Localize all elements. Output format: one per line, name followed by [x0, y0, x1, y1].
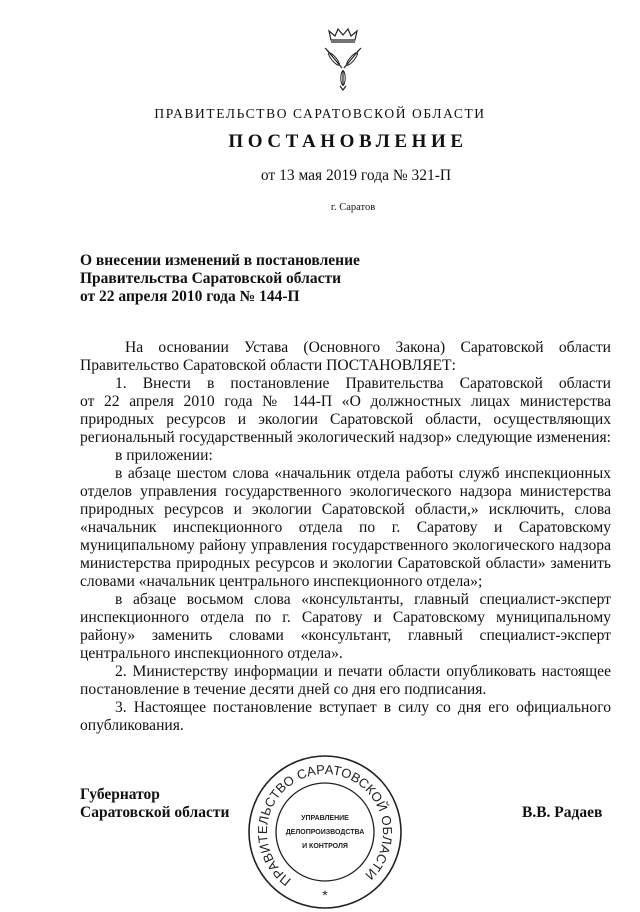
- coat-of-arms-emblem: [318, 26, 368, 92]
- title-line: О внесении изменений в постановление: [80, 252, 360, 269]
- body-line: инспекционного отдела по г. Саратову и Саратовскому муниципальному: [80, 609, 611, 626]
- body-line: природных ресурсов и экологии Саратовской области,» исключить, слова: [80, 501, 611, 518]
- title-line: от 22 апреля 2010 года № 144-П: [80, 288, 300, 305]
- body-line: в приложении:: [115, 447, 213, 464]
- document-city: г. Саратов: [330, 202, 376, 213]
- body-line: министерства природных ресурсов и экологии Саратовской области» заменить: [80, 555, 611, 572]
- body-line: центрального инспекционного отдела».: [80, 645, 343, 662]
- body-line: опубликования.: [80, 717, 184, 734]
- body-line: от 22 апреля 2010 года № 144-П «О должностных лицах министерства: [80, 393, 611, 410]
- body-line: На основании Устава (Основного Закона) Саратовской области: [125, 339, 611, 356]
- body-line: в абзаце шестом слова «начальник отдела работы служб инспекционных: [115, 465, 611, 482]
- body-line: Правительство Саратовской области ПОСТАНОВЛЯЕТ:: [80, 357, 456, 374]
- body-line: 3. Настоящее постановление вступает в силу со дня его официального: [115, 699, 611, 716]
- body-line: району» заменить словами «консультант, главный специалист-эксперт: [80, 627, 611, 644]
- stamp-ring-text: ПРАВИТЕЛЬСТВО САРАТОВСКОЙ ОБЛАСТИ: [254, 761, 396, 889]
- official-stamp: [240, 752, 410, 912]
- document-type: ПОСТАНОВЛЕНИЕ: [228, 131, 468, 152]
- stamp-center-line: И КОНТРОЛЯ: [302, 843, 348, 850]
- signatory-position-line: Губернатор: [80, 786, 160, 803]
- body-line: в абзаце восьмом слова «консультанты, главный специалист-эксперт: [115, 591, 611, 608]
- stamp-center-line: УПРАВЛЕНИЕ: [301, 815, 349, 822]
- document-title: [80, 252, 360, 306]
- title-line: Правительства Саратовской области: [80, 270, 341, 287]
- document-body: [80, 339, 611, 735]
- body-line: региональный государственный экологический надзор» следующие изменения:: [80, 429, 611, 446]
- body-line: постановление в течение десяти дней со дня его подписания.: [80, 681, 487, 698]
- body-line: словами «начальник центрального инспекционного отдела»;: [80, 573, 483, 590]
- body-line: отделов управления государственного экологического надзора министерства: [80, 483, 611, 500]
- document-date-number: от 13 мая 2019 года № 321-П: [260, 167, 452, 184]
- signatory-position-line: Саратовской области: [80, 804, 230, 821]
- stamp-center-line: ДЕЛОПРОИЗВОДСТВА: [285, 829, 365, 836]
- body-line: муниципальному району управления государственного экологического надзора: [80, 537, 611, 554]
- organization-name: ПРАВИТЕЛЬСТВО САРАТОВСКОЙ ОБЛАСТИ: [154, 106, 486, 121]
- body-line: «начальник инспекционного отдела по г. Саратову и Саратовскому: [80, 519, 611, 536]
- signatory-name: В.В. Радаев: [522, 804, 603, 821]
- stamp-star: *: [322, 887, 328, 903]
- signatory-position: [80, 786, 229, 822]
- body-line: 1. Внести в постановление Правительства Саратовской области: [115, 375, 611, 392]
- body-line: 2. Министерству информации и печати области опубликовать настоящее: [115, 663, 611, 680]
- body-line: природных ресурсов и экологии Саратовской области, осуществляющих: [80, 411, 611, 428]
